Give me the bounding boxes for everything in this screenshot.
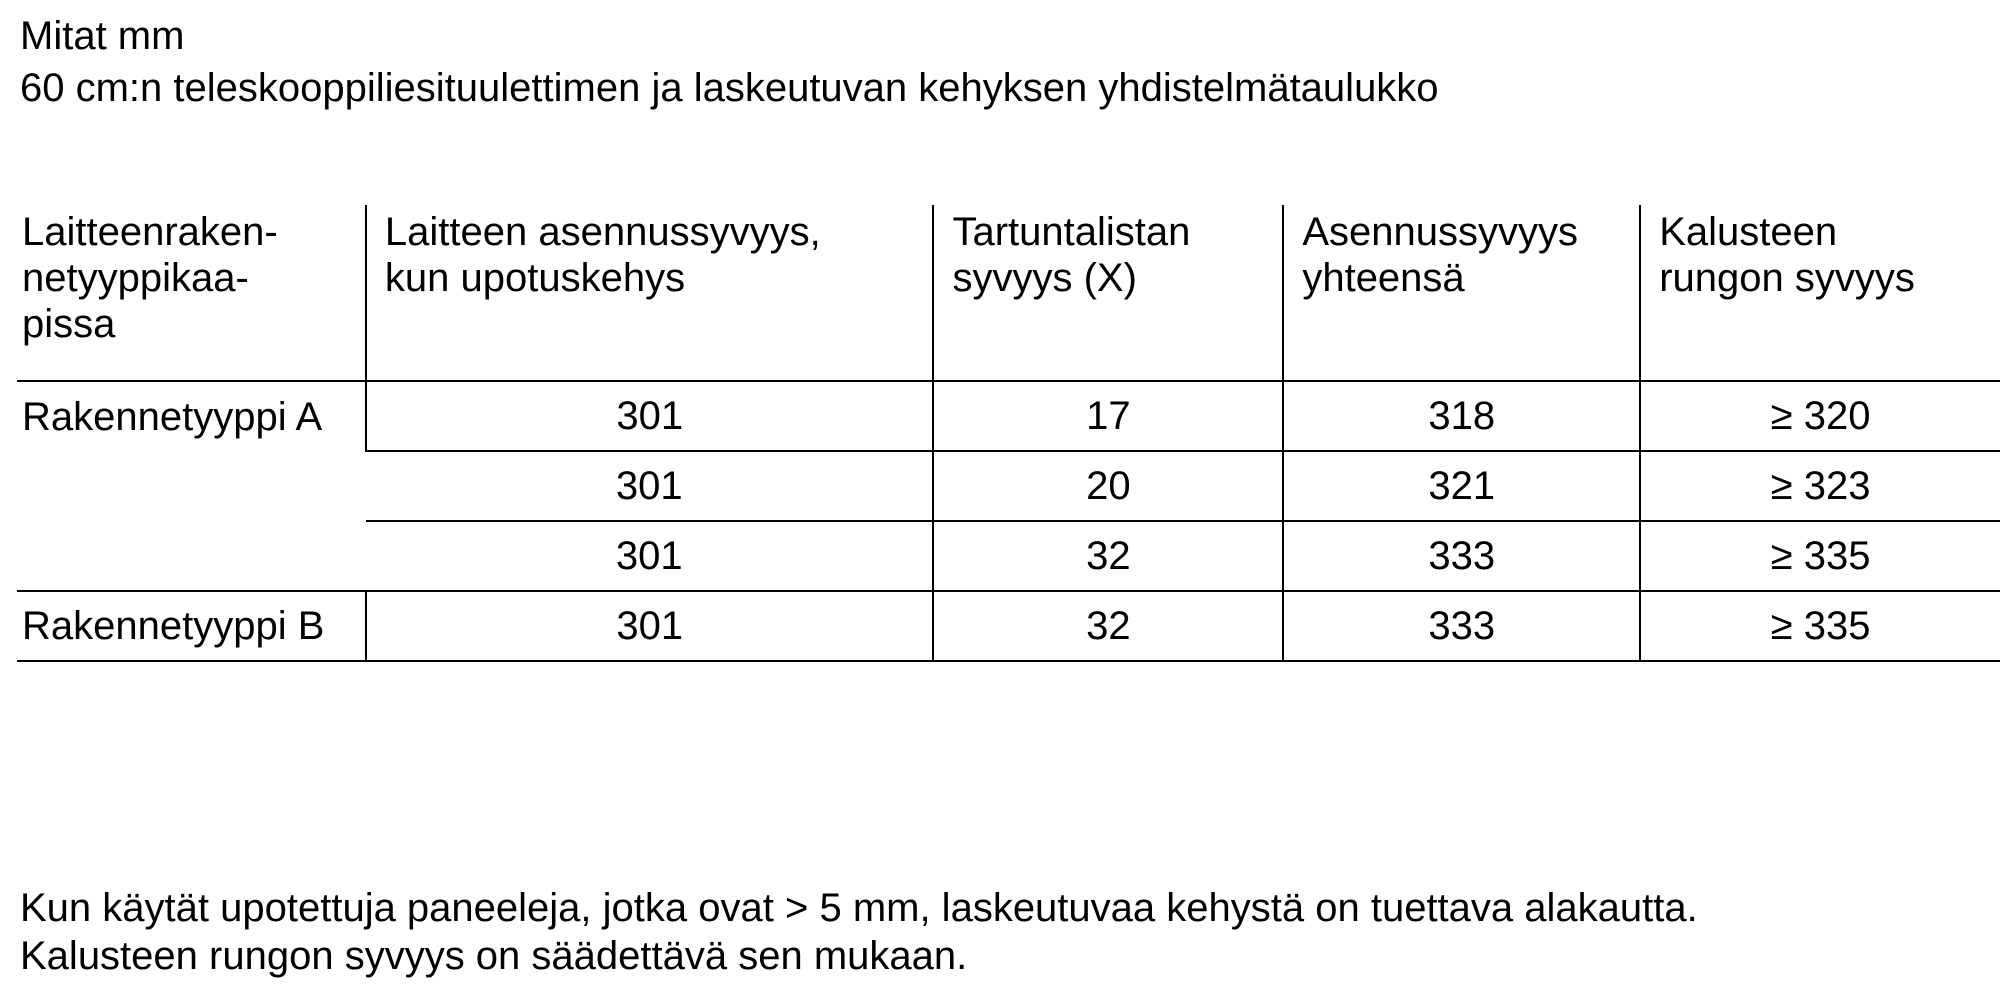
footnote <box>20 884 1698 980</box>
table-cell: 301 <box>366 521 934 591</box>
table-cell: 333 <box>1283 591 1640 661</box>
table-cell: 20 <box>933 451 1283 521</box>
header-strip-depth: Tartuntalistan syvyys (X) <box>933 205 1283 381</box>
table-cell: 32 <box>933 521 1283 591</box>
table-title: 60 cm:n teleskooppiliesituulettimen ja laskeutuvan kehyksen yhdistelmätaulukko <box>20 66 1439 110</box>
table-cell: 32 <box>933 591 1283 661</box>
table-header-row <box>17 205 2000 381</box>
table-row <box>17 381 2000 451</box>
table-cell: 17 <box>933 381 1283 451</box>
table-cell: 301 <box>366 451 934 521</box>
table-cell: 318 <box>1283 381 1640 451</box>
combination-table <box>17 205 2000 662</box>
footnote-line-2: Kalusteen rungon syvyys on säädettävä sen mukaan. <box>20 934 968 978</box>
table-cell: 333 <box>1283 521 1640 591</box>
header-total-depth: Asennussyvyys yhteensä <box>1283 205 1640 381</box>
table-cell: ≥ 335 <box>1640 591 2000 661</box>
table-cell: ≥ 323 <box>1640 451 2000 521</box>
table-row <box>17 591 2000 661</box>
units-caption: Mitat mm <box>20 14 185 58</box>
row-label-type-b: Rakennetyyppi B <box>17 591 366 661</box>
table-cell: ≥ 320 <box>1640 381 2000 451</box>
table-cell: 301 <box>366 591 934 661</box>
header-installation-depth: Laitteen asennussyvyys, kun upotuskehys <box>366 205 934 381</box>
header-cabinet-type: Laitteenraken- netyyppikaa- pissa <box>17 205 366 381</box>
footnote-line-1: Kun käytät upotettuja paneeleja, jotka ovat > 5 mm, laskeutuvaa kehystä on tuettava alakautta. <box>20 886 1698 930</box>
row-label-type-a: Rakennetyyppi A <box>17 381 366 591</box>
document-heading <box>20 10 1439 114</box>
table-cell: 301 <box>366 381 934 451</box>
header-carcass-depth: Kalusteen rungon syvyys <box>1640 205 2000 381</box>
table-cell: 321 <box>1283 451 1640 521</box>
table-cell: ≥ 335 <box>1640 521 2000 591</box>
